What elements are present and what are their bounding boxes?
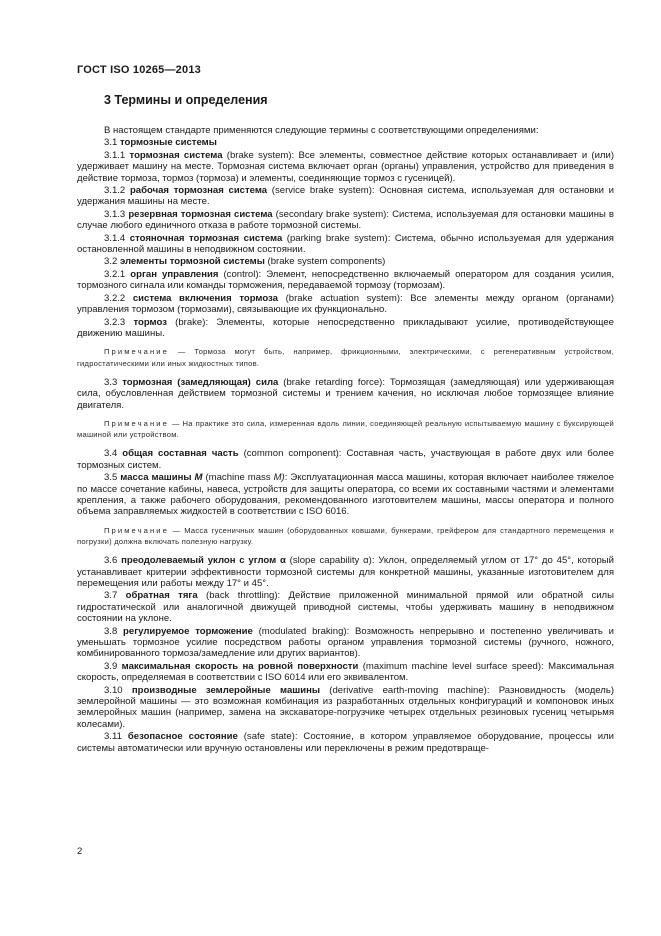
term-name: элементы тормозной системы: [119, 256, 265, 268]
term-english: (brake): [166, 316, 206, 328]
definitions-group-1: [77, 125, 614, 339]
term-name: тормозная (замедляющая) сила: [122, 376, 279, 388]
term-name: обратная тяга: [125, 590, 198, 602]
term-name: тормозные системы: [119, 137, 217, 149]
term-name: регулируемое торможение: [123, 625, 253, 637]
term-name: орган управления: [130, 268, 219, 280]
definition-paragraph: [77, 555, 614, 589]
term-english: (modulated braking): [252, 625, 347, 637]
term-english: (secondary brake system): [272, 208, 387, 220]
term-number: 3.1.4: [104, 232, 130, 244]
term-definition: : Разновидность (модель) землеройной машины — это возможная комбинация из разработанных отдельных конфигураций и компоновок иных землеройных машин (например, замена на экскаваторе-погрузчике четырех отдельных резиновых гусениц четырьмя колесами).: [77, 684, 614, 730]
term-definition: : Система, используемая для остановки машины в случае любого единичного отказа в работе тормозной системы.: [77, 208, 615, 232]
term-definition: В настоящем стандарте применяются следующие термины с соответствующими определениями:: [104, 125, 539, 136]
term-name: общая составная часть: [122, 448, 239, 460]
term-definition: : Система, обычно используемая для удержания остановленной машины в неподвижном состоянии.: [77, 232, 614, 256]
term-definition: : Все элементы между органом (органами) управления тормозом (тормозами), связывающие их функционально.: [77, 292, 614, 316]
note-label: Примечание: [104, 347, 169, 357]
section-title: 3 Термины и определения: [104, 93, 268, 107]
term-english: (slope capability α): [285, 555, 372, 567]
term-number: 3.2: [104, 256, 120, 268]
definitions-group-4: [77, 555, 614, 754]
term-name: стояночная тормозная система: [129, 232, 283, 244]
term-number: 3.1.1: [104, 149, 130, 161]
definition-paragraph: [77, 125, 614, 136]
note-label: Примечание: [104, 418, 169, 428]
term-number: 3.8: [104, 625, 124, 637]
term-definition: : Основная система, используемая для остановки и удержания машины на месте.: [77, 185, 615, 208]
term-number: 3.1.2: [104, 185, 130, 197]
definitions-group-2: [77, 377, 614, 411]
term-english: (back throttling): [197, 590, 278, 602]
definition-paragraph: [77, 233, 614, 256]
term-english: (parking brake system): [282, 232, 388, 244]
note-3: [77, 525, 614, 547]
definition-paragraph: [77, 626, 614, 660]
term-english: (control): [218, 268, 259, 280]
term-number: 3.2.1: [104, 268, 131, 280]
term-name: система включения тормоза: [132, 292, 278, 304]
definition-paragraph: [77, 590, 614, 624]
document-header: ГОСТ ISO 10265—2013: [77, 64, 201, 76]
definition-paragraph: [77, 448, 614, 471]
term-name: безопасное состояние: [127, 731, 238, 743]
definition-paragraph: [77, 150, 614, 184]
definition-paragraph: [77, 731, 614, 754]
term-number: 3.1: [104, 137, 120, 149]
term-definition: : Составная часть, участвующая в работе двух или более тормозных систем.: [77, 448, 614, 471]
term-english: (safe state): [237, 731, 295, 743]
definition-paragraph: [77, 685, 614, 731]
definitions-group-3: [77, 448, 614, 517]
definition-paragraph: [77, 661, 614, 684]
term-english: (service brake system): [267, 185, 372, 197]
note-1: [77, 346, 614, 368]
term-number: 3.5: [104, 472, 121, 484]
term-definition: : Состояние, в котором управляемое оборудование, процессы или системы автоматически или вручную остановлены или переключены в режим предотвраще-: [77, 731, 614, 754]
term-number: 3.7: [104, 590, 126, 602]
note-text: — На практике это сила, измеренная вдоль линии, соединяющей реальную испытываемую машину с буксирующей машиной или устройством.: [77, 418, 614, 440]
term-name: тормозная система: [129, 149, 223, 161]
term-number: 3.1.3: [104, 208, 129, 220]
page-number: 2: [77, 846, 83, 857]
term-definition: : Действие приложенной минимальной прямой или обратной силы гидростатической или аналогичной движущей приводной системы, чтобы удерживать машину в неподвижном состоянии на уклоне.: [77, 590, 614, 625]
term-symbol: M: [194, 472, 203, 484]
term-english: (maximum machine level surface speed): [358, 660, 542, 672]
term-english: (brake system components): [264, 256, 386, 268]
term-english: (brake retarding force): [278, 376, 383, 388]
term-definition: : Элементы, которые непосредственно прикладывают усилие, противодействующее движению машины.: [77, 316, 614, 339]
definition-paragraph: [77, 377, 614, 411]
term-english: (brake system): [222, 149, 292, 161]
definition-paragraph: [77, 185, 614, 208]
term-number: 3.4: [104, 448, 123, 460]
term-definition: : Возможность непрерывно и постепенно увеличивать и уменьшать тормозное усилие посредством работы органом управления тормозной системы (ручного, ножного, комбинированного тормоза/замедление или других вариантов).: [77, 625, 614, 660]
note-2: [77, 418, 614, 440]
term-number: 3.2.3: [104, 316, 134, 328]
definition-paragraph: [77, 209, 614, 232]
term-definition: : Тормозящая (замедляющая) или удерживающая сила, обусловленная действием тормозной системы и трением качения, но исключая любое тормозящее влияние двигателя.: [77, 376, 614, 411]
definition-paragraph: [77, 472, 614, 518]
term-name: преодолеваемый уклон с углом α: [121, 555, 286, 567]
definition-paragraph: [77, 317, 614, 340]
term-name: тормоз: [133, 316, 167, 328]
term-english: (machine mass: [202, 472, 274, 484]
term-definition: : Максимальная скорость, определяемая в соответствии с ISO 6014 или его эквивалентом.: [77, 660, 614, 684]
term-number: 3.10: [104, 684, 132, 696]
term-number: 3.2.2: [104, 292, 133, 304]
definition-paragraph: [77, 256, 614, 267]
term-definition: : Уклон, определяемый углом от 17° до 45°, который устанавливает критерии эффективности тормозной системы для конкретной машины, указанные изготовителем для перемещения или работы между 17° и 45°.: [77, 555, 614, 589]
document-body: [77, 125, 614, 755]
term-number: 3.9: [104, 660, 122, 672]
term-name: резервная тормозная система: [128, 208, 273, 220]
note-text: — Тормоза могут быть, например, фрикционными, электрическими, с регенеративным устройством, гидростатическими или иных жидкостных типов.: [77, 347, 614, 368]
term-english: (brake actuation system): [278, 292, 401, 304]
term-name: максимальная скорость на ровной поверхности: [121, 660, 359, 672]
note-label: Примечание: [104, 525, 169, 535]
note-text: — Масса гусеничных машин (оборудованных ковшами, бункерами, грейфером для стандартного перемещения и погрузки) должна включать полезную нагрузку.: [77, 525, 614, 546]
definition-paragraph: [77, 137, 614, 148]
definition-paragraph: [77, 269, 614, 292]
term-definition: : Эксплуатационная масса машины, которая включает наиболее тяжелое по массе сочетание кабины, навеса, устройств для защиты оператора, со всеми их составными частями и элементами крепления, а также рабочего оборудования, рекомендованного изготовителем машины, массы оператора и полного объема заправляемых жидкостей в соответствии с ISO 6016.: [77, 472, 614, 518]
term-definition: : Все элементы, совместное действие которых останавливает и (или) удерживает машину на месте. Тормозная система включает орган (органы) управления, устройство для приведения в действие тормоза, тормоз (тормоза) и элементы, соединяющие тормоз с гусеницей).: [77, 149, 615, 184]
term-english: (derivative earth-moving machine): [320, 684, 487, 696]
term-number: 3.11: [104, 731, 128, 743]
term-name: рабочая тормозная система: [129, 185, 268, 197]
term-name: производные землеройные машины: [131, 684, 321, 696]
term-definition: : Элемент, непосредственно включаемый оператором для создания усилия, тормозного сигнала или команды торможения, передаваемой тормозу (тормозам).: [77, 268, 614, 292]
definition-paragraph: [77, 293, 614, 316]
term-english-symbol: M): [273, 472, 285, 484]
term-name: масса машины: [120, 472, 195, 484]
term-number: 3.6: [104, 555, 122, 567]
term-english: (common component): [238, 448, 339, 460]
term-number: 3.3: [104, 376, 123, 388]
